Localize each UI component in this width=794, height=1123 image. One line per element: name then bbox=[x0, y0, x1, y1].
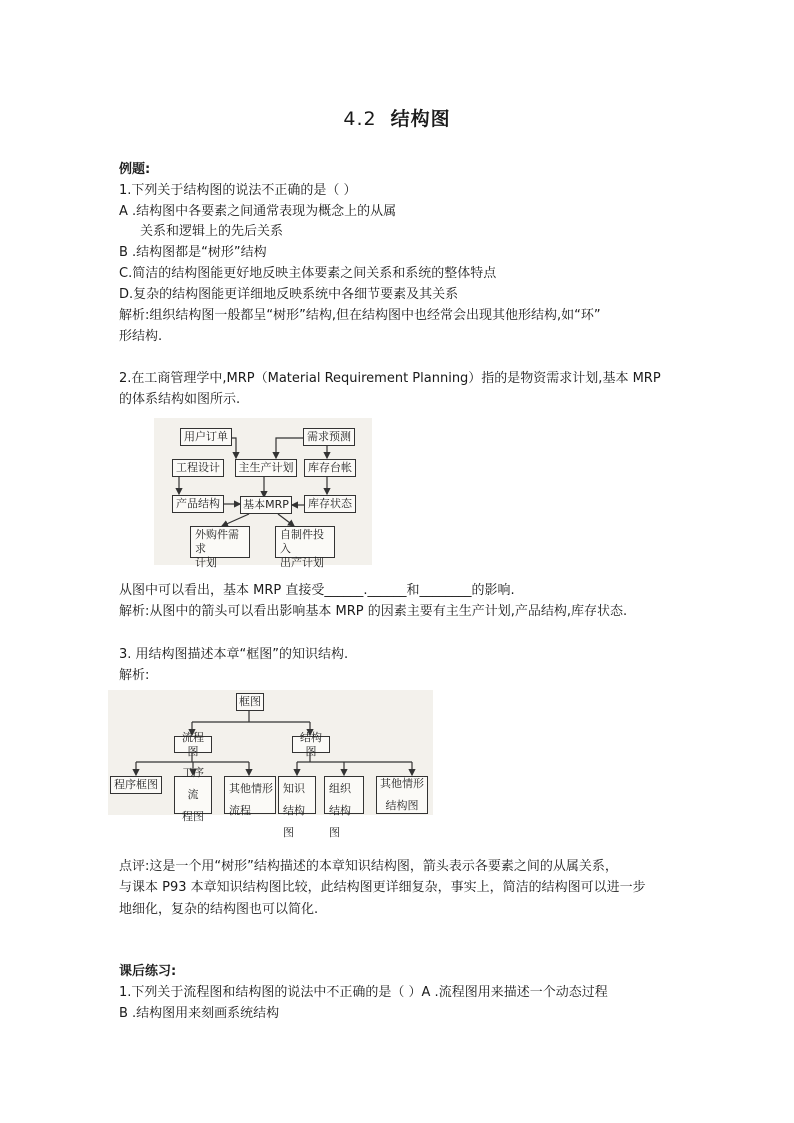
q1-analysis-cont: 形结构. bbox=[119, 329, 163, 344]
selfmade-plan-line1: 自制件投入 bbox=[280, 528, 324, 555]
demand-forecast-box: 需求预测 bbox=[303, 428, 355, 446]
master-production-box: 主生产计划 bbox=[235, 459, 297, 477]
other-flowchart-line1: 其他情形 bbox=[229, 782, 273, 795]
other-flowchart-line2: 流程 bbox=[229, 804, 251, 817]
product-structure-box: 产品结构 bbox=[172, 495, 224, 513]
knowledge-tree-diagram bbox=[108, 690, 433, 839]
title-number: 4.2 bbox=[343, 108, 377, 130]
q1-option-a: A .结构图中各要素之间通常表现为概念上的从属 bbox=[119, 204, 397, 219]
hw1-stem: 1.下列关于流程图和结构图的说法中不正确的是（ ）A .流程图用来描述一个动态过程 bbox=[119, 985, 608, 1000]
title-text: 结构图 bbox=[390, 108, 451, 130]
tree-root-box: 框图 bbox=[236, 693, 264, 711]
process-flowchart-box bbox=[174, 766, 212, 823]
homework-heading: 课后练习: bbox=[119, 964, 177, 979]
purchase-plan-line1: 外购件需求 bbox=[195, 528, 239, 555]
inventory-ledger-box: 库存台帐 bbox=[304, 459, 356, 477]
knowledge-structure-line2: 结构图 bbox=[283, 804, 305, 839]
process-flowchart-line2: 程图 bbox=[182, 810, 204, 823]
comment-line-2: 与课本 P93 本章知识结构图比较，此结构图更详细复杂，事实上，简洁的结构图可以进一步 bbox=[119, 880, 646, 895]
hw1-option-b: B .结构图用来刻画系统结构 bbox=[119, 1006, 280, 1021]
mrp-diagram bbox=[154, 418, 372, 569]
q3-analysis-label: 解析: bbox=[119, 668, 150, 683]
comment-line-3: 地细化，复杂的结构图也可以简化. bbox=[119, 902, 319, 917]
inventory-status-box: 库存状态 bbox=[304, 495, 356, 513]
knowledge-structure-line1: 知识 bbox=[283, 782, 305, 795]
q3-stem: 3. 用结构图描述本章“框图”的知识结构. bbox=[119, 647, 349, 662]
purchase-plan-box bbox=[190, 526, 250, 569]
q2-stem-cont: 的体系结构如图所示. bbox=[119, 392, 241, 407]
basic-mrp-box: 基本MRP bbox=[240, 496, 292, 514]
comment-line-1: 点评:这是一个用“树形”结构描述的本章知识结构图，箭头表示各要素之间的从属关系， bbox=[119, 859, 618, 874]
page-title bbox=[0, 104, 794, 131]
program-flowchart-box: 程序框图 bbox=[110, 776, 162, 794]
q1-option-c: C.简洁的结构图能更好地反映主体要素之间关系和系统的整体特点 bbox=[119, 266, 497, 281]
org-structure-box bbox=[324, 776, 364, 839]
selfmade-plan-box bbox=[275, 526, 335, 569]
q1-option-b: B .结构图都是“树形”结构 bbox=[119, 245, 267, 260]
knowledge-structure-box bbox=[278, 776, 316, 839]
q2-analysis: 解析:从图中的箭头可以看出影响基本 MRP 的因素主要有主生产计划,产品结构,库存状态. bbox=[119, 604, 628, 619]
flowchart-box: 流程图 bbox=[174, 736, 212, 753]
other-structure-line1: 其他情形 bbox=[380, 777, 424, 790]
other-structure-box bbox=[376, 776, 428, 814]
q2-stem: 2.在工商管理学中,MRP（Material Requirement Planning）指的是物资需求计划,基本 MRP bbox=[119, 371, 661, 386]
selfmade-plan-line2: 出产计划 bbox=[280, 556, 324, 569]
q1-option-d: D.复杂的结构图能更详细地反映系统中各细节要素及其关系 bbox=[119, 287, 459, 302]
other-flowchart-box bbox=[224, 776, 276, 817]
q1-analysis: 解析:组织结构图一般都呈“树形”结构,但在结构图中也经常会出现其他形结构,如“环” bbox=[119, 308, 601, 323]
structure-chart-box: 结构图 bbox=[292, 736, 330, 753]
q1-option-a-cont: 关系和逻辑上的先后关系 bbox=[140, 224, 284, 239]
purchase-plan-line2: 计划 bbox=[195, 556, 217, 569]
user-order-box: 用户订单 bbox=[180, 428, 232, 446]
other-structure-line2: 结构图 bbox=[385, 799, 419, 812]
q1-stem: 1.下列关于结构图的说法不正确的是（ ） bbox=[119, 183, 357, 198]
org-structure-line1: 组织 bbox=[329, 782, 351, 795]
engineering-design-box: 工程设计 bbox=[172, 459, 224, 477]
example-heading: 例题: bbox=[119, 162, 151, 177]
org-structure-line2: 结构图 bbox=[329, 804, 351, 839]
q2-fill-blank: 从图中可以看出，基本 MRP 直接受______.______和________的影响. bbox=[119, 583, 515, 598]
process-flowchart-line1: 工序流 bbox=[182, 766, 204, 801]
